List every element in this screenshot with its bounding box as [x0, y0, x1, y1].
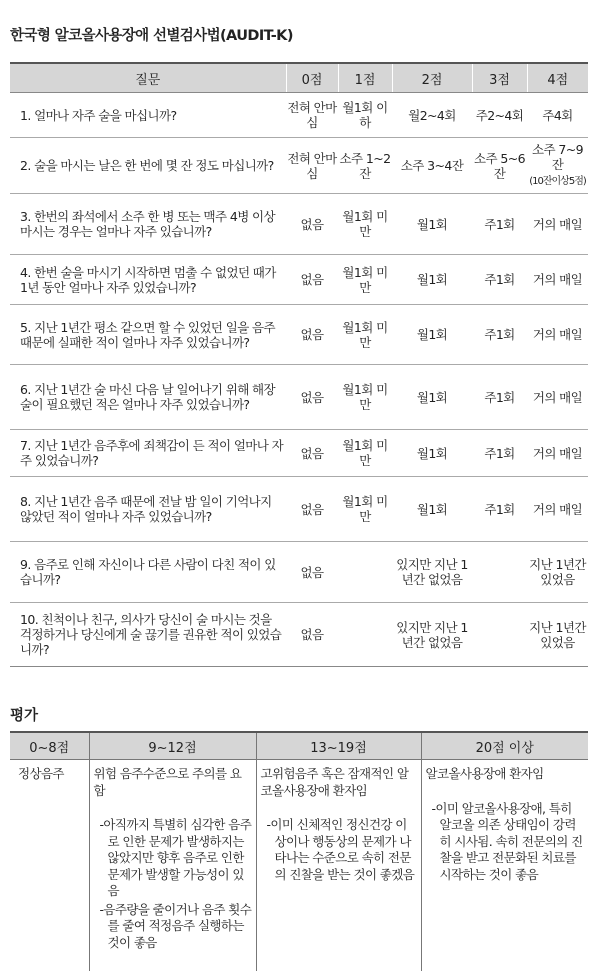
score-3-cell: 주1회: [472, 430, 527, 477]
eval-cell-high-risk: [256, 760, 421, 971]
score-3-cell: [472, 542, 527, 603]
eval-note: -아직까지 특별히 심각한 음주로 인한 문제가 발생하지는 않았지만 향후 음주로 인한 문제가 발생할 가능성이 있음: [94, 817, 252, 900]
score-4-cell: 거의 매일: [527, 477, 588, 542]
audit-question-table: [10, 62, 588, 667]
score-0-cell: 없음: [286, 542, 338, 603]
table-row: [10, 365, 588, 430]
table-row: [10, 93, 588, 138]
score-2-cell: 월1회: [392, 255, 472, 305]
score-3-cell: 주1회: [472, 477, 527, 542]
table-row: [10, 603, 588, 667]
score-2-cell: 소주 3~4잔: [392, 138, 472, 194]
table-row: [10, 138, 588, 194]
score-2-cell: 월1회: [392, 194, 472, 255]
score-3-cell: 소주 5~6잔: [472, 138, 527, 194]
score-4-text: 소주 7~9잔: [532, 142, 583, 172]
score-2-cell: 월1회: [392, 430, 472, 477]
question-text: 3. 한번의 좌석에서 소주 한 병 또는 맥주 4병 이상 마시는 경우는 얼마나 자주 있습니까?: [10, 194, 286, 255]
score-1-cell: 월1회 미만: [338, 305, 392, 365]
score-1-cell: 월1회 미만: [338, 365, 392, 430]
eval-level: 알코올사용장애 환자임: [426, 766, 585, 783]
table-row: [10, 194, 588, 255]
score-4-cell: 주4회: [527, 93, 588, 138]
score-0-cell: 없음: [286, 305, 338, 365]
evaluation-header-row: [10, 732, 588, 760]
question-text: 1. 얼마나 자주 술을 마십니까?: [10, 93, 286, 138]
eval-cell-risk: [89, 760, 256, 971]
eval-note: -이미 신체적인 정신건강 이상이나 행동상의 문제가 나타나는 수준으로 속히 전문의 진찰을 받는 것이 좋겠음: [261, 817, 417, 883]
score-1-cell: [338, 542, 392, 603]
eval-level: 정상음주: [18, 766, 85, 783]
score-1-cell: 월1회 미만: [338, 430, 392, 477]
evaluation-row: [10, 760, 588, 971]
table-row: [10, 477, 588, 542]
score-4-cell: 지난 1년간 있었음: [527, 603, 588, 667]
eval-header-range: 0~8점: [10, 732, 89, 760]
score-0-cell: 없음: [286, 194, 338, 255]
score-3-cell: 주1회: [472, 194, 527, 255]
question-text: 6. 지난 1년간 술 마신 다음 날 일어나기 위해 해장술이 필요했던 적은 얼마나 자주 있었습니까?: [10, 365, 286, 430]
header-score-4: 4점: [527, 63, 588, 93]
eval-note: -이미 알코올사용장애, 특히 알코올 의존 상태임이 강력히 시사됨. 속히 전문의의 진찰을 받고 전문화된 치료를 시작하는 것이 좋음: [426, 801, 585, 884]
score-0-cell: 없음: [286, 365, 338, 430]
score-0-cell: 없음: [286, 477, 338, 542]
score-0-cell: 전혀 안마심: [286, 138, 338, 194]
score-0-cell: 없음: [286, 430, 338, 477]
score-1-cell: 월1회 미만: [338, 477, 392, 542]
score-4-cell: 거의 매일: [527, 305, 588, 365]
question-text: 5. 지난 1년간 평소 같으면 할 수 있었던 일을 음주 때문에 실패한 적이 얼마나 자주 있었습니까?: [10, 305, 286, 365]
score-1-cell: [338, 603, 392, 667]
question-text: 8. 지난 1년간 음주 때문에 전날 밤 일이 기억나지 않았던 적이 얼마나 자주 있었습니까?: [10, 477, 286, 542]
header-question: 질문: [10, 63, 286, 93]
score-2-cell: 월2~4회: [392, 93, 472, 138]
table-row: [10, 305, 588, 365]
score-0-cell: 없음: [286, 255, 338, 305]
eval-cell-normal: [10, 760, 89, 971]
score-4-cell: 거의 매일: [527, 255, 588, 305]
score-2-cell: 월1회: [392, 477, 472, 542]
table-row: [10, 542, 588, 603]
score-3-cell: 주1회: [472, 255, 527, 305]
score-4-cell: [527, 138, 588, 194]
score-3-cell: 주1회: [472, 305, 527, 365]
table-header-row: [10, 63, 588, 93]
eval-header-range: 13~19점: [256, 732, 421, 760]
table-row: [10, 430, 588, 477]
evaluation-table: [10, 731, 588, 971]
score-2-cell: 있지만 지난 1년간 없었음: [392, 603, 472, 667]
score-2-cell: 월1회: [392, 365, 472, 430]
eval-cell-disorder: [421, 760, 588, 971]
eval-level: 위험 음주수준으로 주의를 요함: [94, 766, 252, 799]
header-score-3: 3점: [472, 63, 527, 93]
page-title: 한국형 알코올사용장애 선별검사법(AUDIT-K): [10, 24, 293, 45]
score-4-cell: 지난 1년간 있었음: [527, 542, 588, 603]
question-text: 4. 한번 술을 마시기 시작하면 멈출 수 없었던 때가 1년 동안 얼마나 자주 있었습니까?: [10, 255, 286, 305]
score-3-cell: 주1회: [472, 365, 527, 430]
question-text: 9. 음주로 인해 자신이나 다른 사람이 다친 적이 있습니까?: [10, 542, 286, 603]
question-text: 10. 친척이나 친구, 의사가 당신이 술 마시는 것을 걱정하거나 당신에게 술 끊기를 권유한 적이 있었습니까?: [10, 603, 286, 667]
score-4-cell: 거의 매일: [527, 365, 588, 430]
score-4-cell: 거의 매일: [527, 194, 588, 255]
eval-level: 고위험음주 혹은 잠재적인 알코올사용장애 환자임: [261, 766, 417, 799]
eval-header-range: 9~12점: [89, 732, 256, 760]
question-text: 2. 술을 마시는 날은 한 번에 몇 잔 정도 마십니까?: [10, 138, 286, 194]
header-score-2: 2점: [392, 63, 472, 93]
score-3-cell: [472, 603, 527, 667]
score-1-cell: 월1회 이하: [338, 93, 392, 138]
score-4-note: (10잔이상5점): [529, 176, 586, 187]
score-0-cell: 없음: [286, 603, 338, 667]
table-row: [10, 255, 588, 305]
score-0-cell: 전혀 안마심: [286, 93, 338, 138]
eval-note: -음주량을 줄이거나 음주 횟수를 줄여 적정음주 실행하는 것이 좋음: [94, 902, 252, 952]
score-1-cell: 소주 1~2잔: [338, 138, 392, 194]
eval-header-range: 20점 이상: [421, 732, 588, 760]
score-3-cell: 주2~4회: [472, 93, 527, 138]
header-score-0: 0점: [286, 63, 338, 93]
header-score-1: 1점: [338, 63, 392, 93]
evaluation-title: 평가: [10, 704, 38, 725]
score-4-cell: 거의 매일: [527, 430, 588, 477]
score-2-cell: 있지만 지난 1년간 없었음: [392, 542, 472, 603]
question-text: 7. 지난 1년간 음주후에 죄책감이 든 적이 얼마나 자주 있었습니까?: [10, 430, 286, 477]
score-1-cell: 월1회 미만: [338, 194, 392, 255]
score-2-cell: 월1회: [392, 305, 472, 365]
score-1-cell: 월1회 미만: [338, 255, 392, 305]
